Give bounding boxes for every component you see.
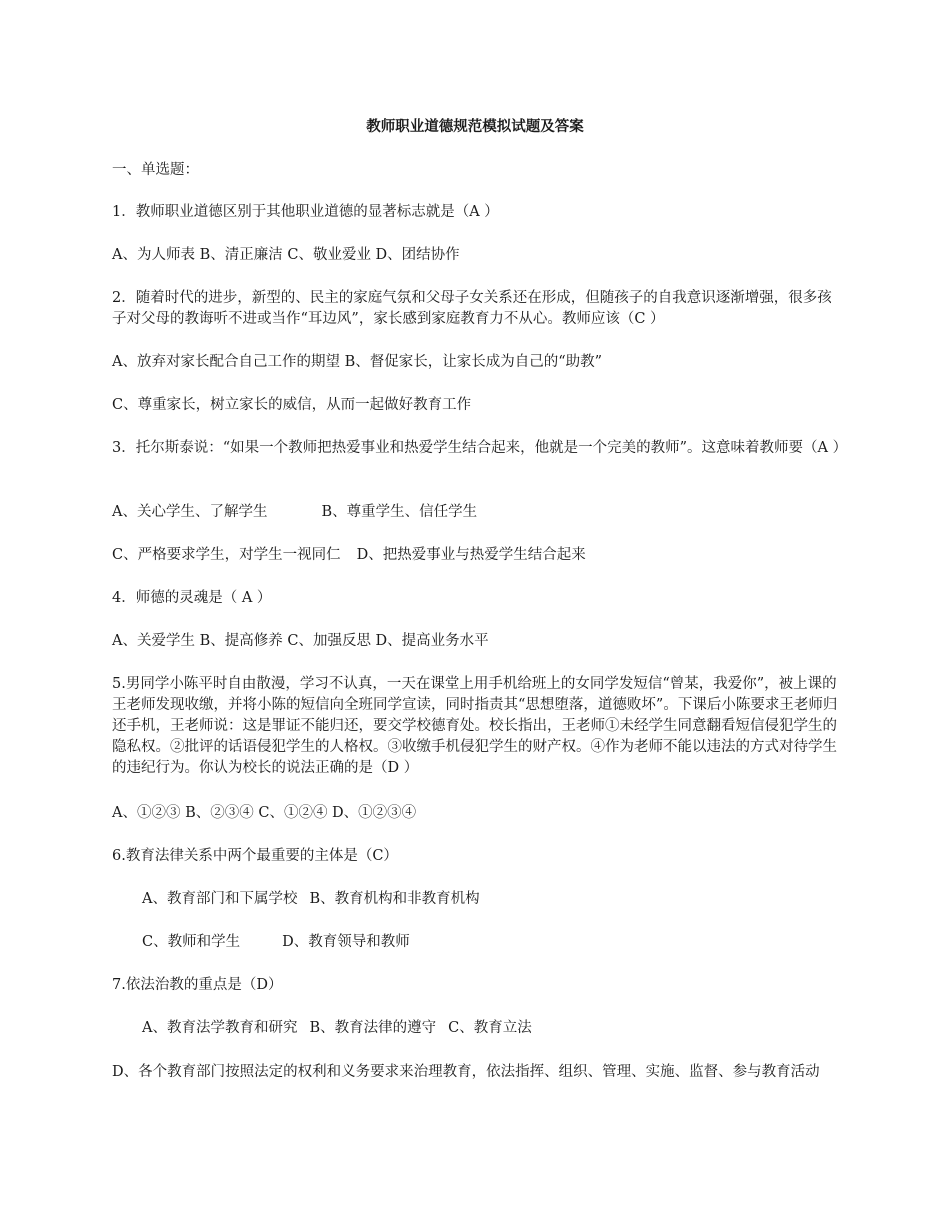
question-2-option-ab: A、放弃对家长配合自己工作的期望 B、督促家长，让家长成为自己的“助教”: [112, 354, 603, 370]
option-b: B、教育机构和非教育机构: [309, 891, 480, 907]
question-3-options-row2: [112, 545, 842, 566]
question-5-options: A、①②③ B、②③④ C、①②④ D、①②③④: [112, 805, 417, 821]
question-1: 1．教师职业道德区别于其他职业道德的显著标志就是（A ）: [112, 204, 499, 220]
question-7-options-row1: [142, 1018, 842, 1039]
question-6: 6.教育法律关系中两个最重要的主体是（C）: [112, 848, 398, 864]
option-c: C、教师和学生: [142, 934, 241, 950]
question-3: 3．托尔斯泰说：“如果一个教师把热爱事业和热爱学生结合起来，他就是一个完美的教师”。这意味着教师要（A ）: [112, 440, 848, 456]
question-5: 5.男同学小陈平时自由散漫，学习不认真，一天在课堂上用手机给班上的女同学发短信“曾某，我爱你”，被上课的王老师发现收缴，并将小陈的短信向全班同学宣读，同时指责其“思想堕落，道德败坏”。下课后小陈要求王老师归还手机，王老师说：这是罪证不能归还，要交学校德育处。校长指出，王老师①未经学生同意翻看短信侵犯学生的隐私权。②批评的话语侵犯学生的人格权。③收缴手机侵犯学生的财产权。④作为老师不能以违法的方式对待学生的违纪行为。你认为校长的说法正确的是（D ）: [112, 676, 838, 776]
option-a: A、教育部门和下属学校: [142, 891, 298, 907]
question-6-options-row2: [142, 932, 842, 953]
question-4: 4．师德的灵魂是（ A ）: [112, 590, 272, 606]
question-1-options: A、为人师表 B、清正廉洁 C、敬业爱业 D、团结协作: [112, 247, 460, 263]
question-7: 7.依法治教的重点是（D）: [112, 977, 283, 993]
option-d: D、教育领导和教师: [282, 934, 410, 950]
option-c: C、严格要求学生，对学生一视同仁: [112, 547, 341, 563]
question-7-option-d: D、各个教育部门按照法定的权利和义务要求来治理教育，依法指挥、组织、管理、实施、监督、参与教育活动: [112, 1064, 820, 1080]
option-c: C、教育立法: [448, 1020, 532, 1036]
question-2: 2．随着时代的进步，新型的、民主的家庭气氛和父母子女关系还在形成，但随孩子的自我意识逐渐增强，很多孩子对父母的教诲听不进或当作“耳边风”，家长感到家庭教育力不从心。教师应该（C ）: [112, 290, 832, 327]
option-b: B、尊重学生、信任学生: [321, 504, 478, 520]
question-3-options-row1: [112, 502, 842, 523]
section-heading: 一、单选题：: [112, 162, 199, 178]
question-2-option-c: C、尊重家长，树立家长的威信，从而一起做好教育工作: [112, 397, 472, 413]
question-6-options-row1: [142, 889, 842, 910]
option-b: B、教育法律的遵守: [309, 1020, 437, 1036]
option-d: D、把热爱事业与热爱学生结合起来: [356, 547, 586, 563]
option-a: A、关心学生、了解学生: [112, 504, 268, 520]
option-a: A、教育法学教育和研究: [142, 1020, 298, 1036]
document-title: 教师职业道德规范模拟试题及答案: [366, 118, 584, 135]
question-4-options: A、关爱学生 B、提高修养 C、加强反思 D、提高业务水平: [112, 633, 489, 649]
